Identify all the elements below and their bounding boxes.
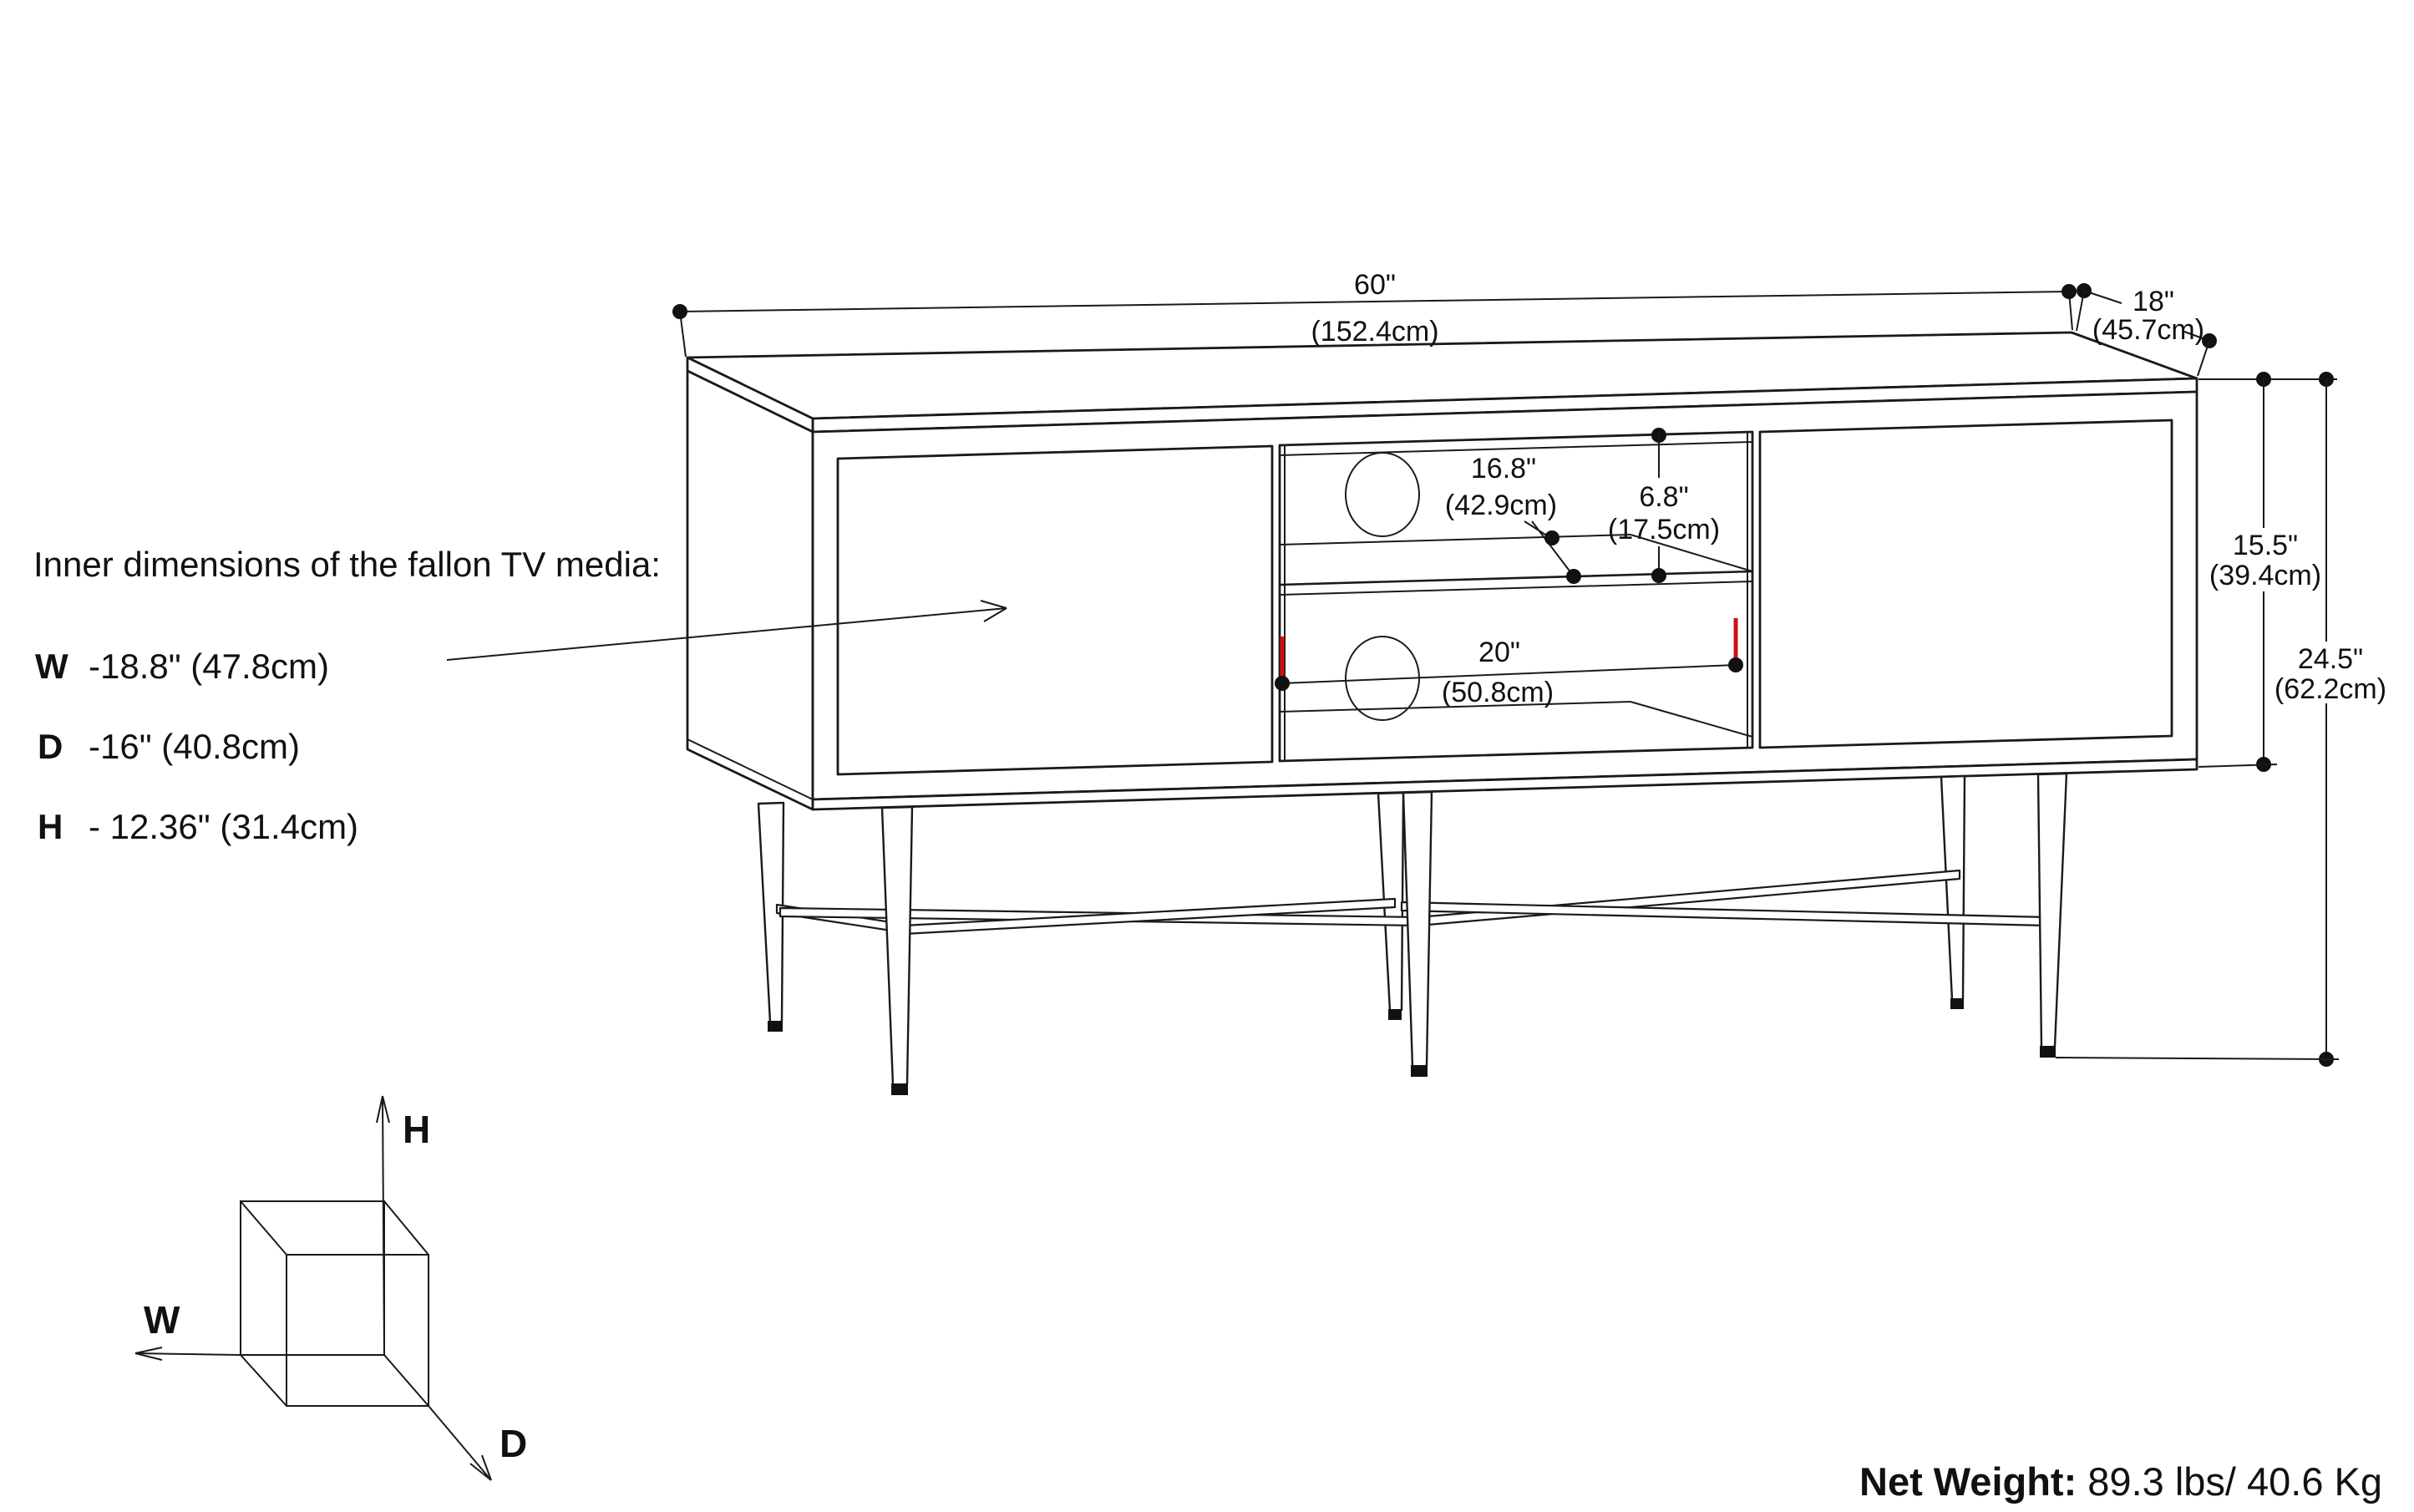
front-left-leg bbox=[882, 807, 912, 1085]
depth-dim-stub-back bbox=[2084, 291, 2122, 303]
front-left-leg-foot bbox=[891, 1083, 908, 1095]
cube-edge-bottomright bbox=[384, 1355, 429, 1406]
back-right-leg-foot bbox=[1950, 998, 1964, 1009]
opening-height-inches-label: 6.8" bbox=[1639, 481, 1689, 513]
front-right-leg-foot bbox=[2040, 1046, 2056, 1058]
note-d-value: -16" (40.8cm) bbox=[89, 727, 300, 766]
orientation-cube bbox=[135, 1096, 527, 1480]
right-door bbox=[1760, 420, 2172, 748]
width-axis-label: W bbox=[144, 1298, 180, 1342]
total-height-bottom-extension bbox=[2056, 1058, 2339, 1059]
height-axis-label: H bbox=[403, 1108, 431, 1151]
width-dim-dot-right bbox=[2062, 284, 2077, 299]
front-legs bbox=[882, 774, 2067, 1095]
opening-height-cm-label: (17.5cm) bbox=[1607, 514, 1721, 545]
opening-height-dot-bottom bbox=[1651, 568, 1666, 583]
body-height-cm-label: (39.4cm) bbox=[2209, 560, 2322, 591]
height-axis-arrow bbox=[377, 1096, 389, 1355]
note-d-key: D bbox=[38, 727, 63, 766]
back-middle-leg-foot bbox=[1388, 1009, 1402, 1020]
cube-back-face bbox=[241, 1201, 384, 1355]
width-dim-dot-left bbox=[672, 304, 687, 319]
net-weight-label: Net Weight: bbox=[1859, 1459, 2077, 1504]
shelf-depth-inches-label: 16.8" bbox=[1470, 453, 1537, 485]
opening-width-cm-label: (50.8cm) bbox=[1441, 677, 1554, 708]
note-w-key: W bbox=[35, 647, 68, 686]
total-height-cm-label: (62.2cm) bbox=[2274, 673, 2387, 705]
width-inches-label: 60" bbox=[1354, 269, 1396, 301]
width-axis-arrow bbox=[135, 1347, 241, 1360]
cabinet-drawing bbox=[687, 332, 2197, 1095]
front-right-leg bbox=[2038, 774, 2067, 1048]
note-w-value: -18.8" (47.8cm) bbox=[89, 647, 330, 686]
dimension-body-height-15-5 bbox=[2198, 372, 2337, 772]
depth-cm-label: (45.7cm) bbox=[2092, 314, 2205, 346]
opening-width-dot-right bbox=[1728, 657, 1743, 672]
note-h-value: - 12.36" (31.4cm) bbox=[89, 807, 359, 846]
opening-width-inches-label: 20" bbox=[1478, 637, 1520, 668]
shelf-depth-dot-front bbox=[1566, 569, 1581, 584]
cube-front-face bbox=[287, 1255, 429, 1406]
back-right-leg bbox=[1941, 776, 1965, 1000]
width-cm-label: (152.4cm) bbox=[1311, 316, 1439, 348]
depth-inches-label: 18" bbox=[2133, 286, 2174, 317]
left-door bbox=[838, 446, 1272, 774]
cabinet-left-panel bbox=[687, 371, 813, 809]
front-middle-leg bbox=[1403, 792, 1432, 1067]
net-weight bbox=[1859, 1459, 2382, 1504]
depth-axis-label: D bbox=[500, 1422, 528, 1465]
depth-dim-leader-front bbox=[2198, 341, 2209, 376]
back-left-leg-foot bbox=[768, 1021, 783, 1032]
opening-width-dot-left bbox=[1275, 676, 1290, 691]
cube-edge-topleft bbox=[241, 1201, 287, 1255]
note-title: Inner dimensions of the fallon TV media: bbox=[33, 545, 661, 584]
cube-edge-topright bbox=[384, 1201, 429, 1255]
front-middle-leg-foot bbox=[1411, 1065, 1428, 1077]
note-h-key: H bbox=[38, 807, 63, 846]
shelf-depth-cm-label: (42.9cm) bbox=[1444, 490, 1558, 521]
cube-edge-bottomleft bbox=[241, 1355, 287, 1406]
shelf-depth-dot-back bbox=[1544, 530, 1559, 545]
depth-axis-arrow bbox=[429, 1406, 491, 1480]
total-height-inches-label: 24.5" bbox=[2297, 643, 2364, 675]
net-weight-value: 89.3 lbs/ 40.6 Kg bbox=[2077, 1459, 2383, 1504]
body-height-inches-label: 15.5" bbox=[2232, 530, 2299, 561]
